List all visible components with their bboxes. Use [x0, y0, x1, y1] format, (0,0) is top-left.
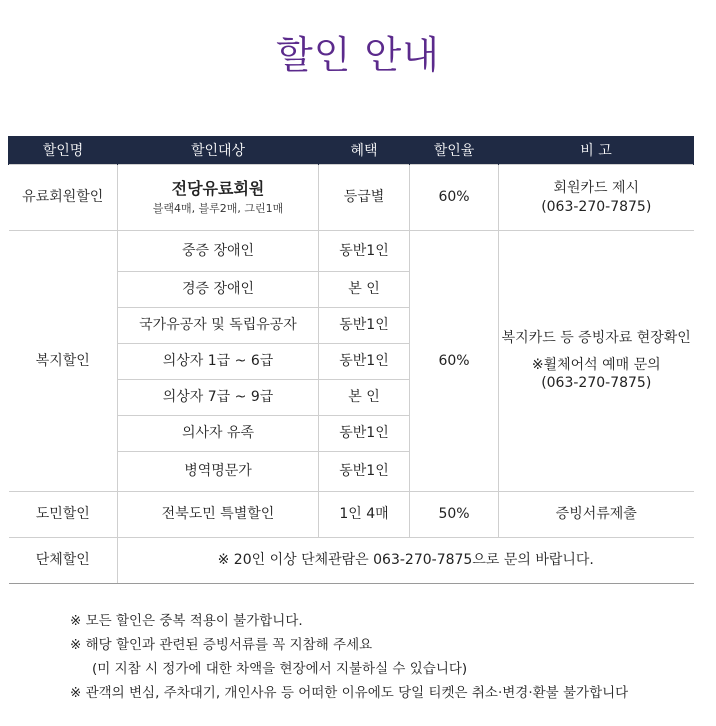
header-discount-target: 할인대상: [118, 136, 319, 165]
header-remarks: 비 고: [499, 136, 694, 165]
welfare-target: 의상자 7급 ~ 9급: [118, 380, 319, 416]
page-title: 할인 안내: [276, 33, 440, 77]
note-item: ※ 모든 할인은 중복 적용이 불가합니다.: [70, 613, 303, 629]
note-item: (미 지참 시 정가에 대한 차액을 현장에서 지불하실 수 있습니다): [92, 661, 468, 677]
province-rate: 50%: [410, 492, 499, 538]
province-benefit: 1인 4매: [319, 492, 410, 538]
member-remarks-line2: (063-270-7875): [541, 198, 652, 215]
member-rate: 60%: [410, 165, 499, 231]
member-target-sub: 블랙4매, 블루2매, 그린1매: [152, 201, 284, 215]
welfare-remarks: [499, 231, 694, 492]
welfare-target: 의사자 유족: [118, 416, 319, 452]
welfare-target: 의상자 1급 ~ 6급: [118, 344, 319, 380]
member-target-main: 전당유료회원: [171, 179, 265, 199]
welfare-remarks-line2: ※휠체어석 예매 문의: [531, 356, 661, 373]
welfare-benefit: 동반1인: [319, 231, 410, 272]
table-row-welfare: [9, 231, 694, 272]
welfare-benefit: 본 인: [319, 380, 410, 416]
table-header-row: [9, 136, 694, 165]
group-discount-name: 단체할인: [9, 538, 118, 584]
note-item: ※ 관객의 변심, 주차대기, 개인사유 등 어떠한 이유에도 당일 티켓은 취소·변경·환불 불가합니다: [70, 685, 629, 701]
welfare-benefit: 동반1인: [319, 452, 410, 492]
member-discount-name: 유료회원할인: [9, 165, 118, 231]
header-benefit: 혜택: [319, 136, 410, 165]
welfare-target: 병역명문가: [118, 452, 319, 492]
member-remarks: [499, 165, 694, 231]
member-discount-target: [118, 165, 319, 231]
welfare-benefit: 동반1인: [319, 416, 410, 452]
header-discount-rate: 할인율: [410, 136, 499, 165]
welfare-target: 중증 장애인: [118, 231, 319, 272]
welfare-rate: 60%: [410, 231, 499, 492]
welfare-discount-name: 복지할인: [9, 231, 118, 492]
province-remarks: 증빙서류제출: [499, 492, 694, 538]
welfare-benefit: 본 인: [319, 272, 410, 308]
welfare-benefit: 동반1인: [319, 344, 410, 380]
table-row-member: [9, 165, 694, 231]
note-item: ※ 해당 할인과 관련된 증빙서류를 꼭 지참해 주세요: [70, 637, 373, 653]
province-target: 전북도민 특별할인: [118, 492, 319, 538]
welfare-remarks-line3: (063-270-7875): [541, 375, 652, 392]
welfare-remarks-line1: 복지카드 등 증빙자료 현장확인: [501, 329, 691, 346]
table-row-province: [9, 492, 694, 538]
welfare-benefit: 동반1인: [319, 308, 410, 344]
member-benefit: 등급별: [319, 165, 410, 231]
table-row-group: [9, 538, 694, 584]
welfare-target: 경증 장애인: [118, 272, 319, 308]
member-remarks-line1: 회원카드 제시: [553, 179, 640, 196]
province-discount-name: 도민할인: [9, 492, 118, 538]
group-discount-text: ※ 20인 이상 단체관람은 063-270-7875으로 문의 바랍니다.: [118, 538, 694, 584]
discount-table: [8, 136, 694, 584]
notes-list: [70, 609, 710, 705]
header-discount-name: 할인명: [9, 136, 118, 165]
welfare-target: 국가유공자 및 독립유공자: [118, 308, 319, 344]
